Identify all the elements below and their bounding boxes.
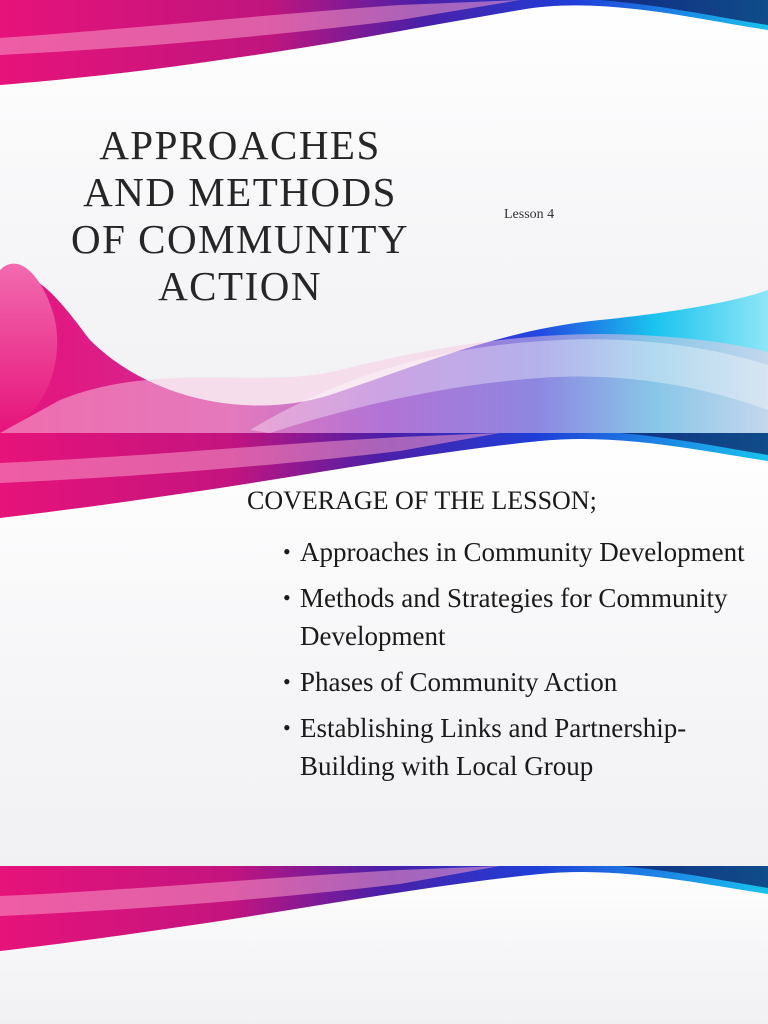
bullet-text: Approaches in Community Development — [300, 537, 745, 567]
content-slide — [0, 433, 768, 866]
bullet-text: Establishing Links and Partnership-Building with Local Group — [300, 713, 687, 781]
swoosh-decoration — [0, 866, 768, 1024]
bullet-icon: • — [283, 669, 291, 694]
bullet-icon: • — [283, 585, 291, 610]
bullet-icon: • — [283, 539, 291, 564]
next-slide-preview — [0, 866, 768, 1024]
title-slide — [0, 0, 768, 433]
bullet-list — [280, 533, 760, 793]
bullet-item — [280, 533, 760, 571]
bullet-text: Methods and Strategies for Community Development — [300, 583, 728, 651]
bullet-item — [280, 579, 760, 655]
bullet-icon: • — [283, 715, 291, 740]
bullet-item — [280, 709, 760, 785]
slide-heading: COVERAGE OF THE LESSON; — [247, 486, 597, 515]
slide-subtitle: Lesson 4 — [504, 207, 555, 222]
bullet-item — [280, 663, 760, 701]
bullet-text: Phases of Community Action — [300, 667, 618, 697]
slide-title: APPROACHES AND METHODS OF COMMUNITY ACTION — [70, 122, 410, 309]
